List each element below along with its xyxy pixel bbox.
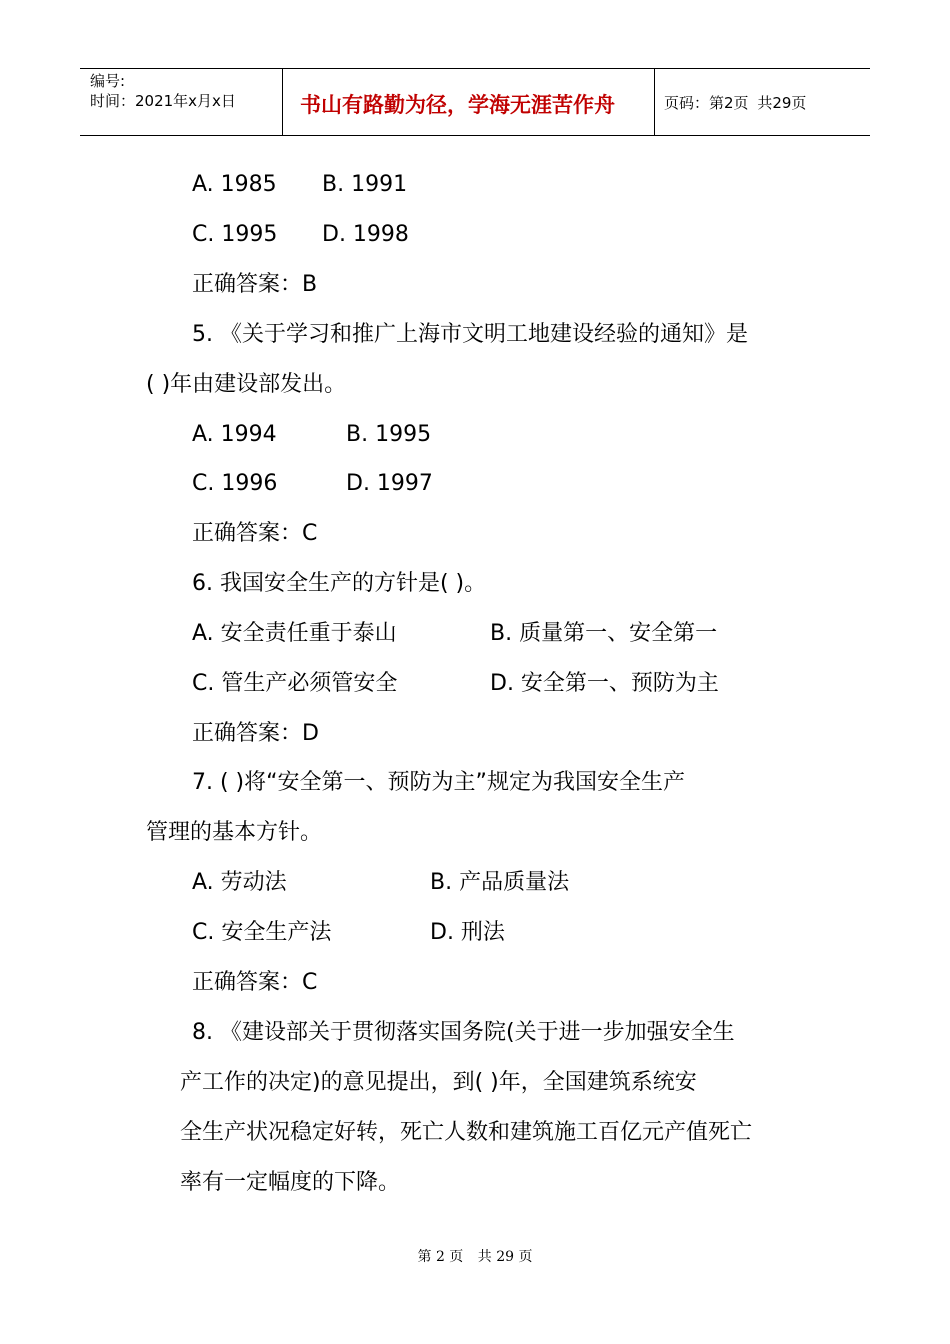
option-b: B. 质量第一、安全第一 bbox=[490, 621, 718, 646]
page-footer bbox=[0, 1246, 950, 1266]
header-meta bbox=[90, 71, 236, 111]
answer-text: 正确答案：C bbox=[192, 970, 318, 995]
option-c: C. 1995 bbox=[192, 222, 278, 247]
header-page-info bbox=[664, 92, 810, 113]
number-label: 编号: bbox=[90, 72, 126, 90]
option-c: C. 安全生产法 bbox=[192, 920, 332, 945]
option-b: B. 产品质量法 bbox=[430, 870, 570, 895]
option-a: A. 1994 bbox=[192, 422, 277, 447]
header-divider bbox=[654, 69, 655, 135]
option-c: C. 1996 bbox=[192, 471, 278, 496]
question-text: 产工作的决定)的意见提出，到( )年，全国建筑系统安 bbox=[180, 1070, 697, 1095]
header-total-label: 共29页 bbox=[757, 94, 807, 112]
option-b: B. 1991 bbox=[322, 172, 408, 197]
question-text: 管理的基本方针。 bbox=[146, 820, 323, 845]
option-d: D. 安全第一、预防为主 bbox=[490, 671, 719, 696]
header-page-label: 页码：第2页 bbox=[664, 94, 749, 112]
question-text: 5. 《关于学习和推广上海市文明工地建设经验的通知》是 bbox=[192, 322, 748, 347]
question-text: 8. 《建设部关于贯彻落实国务院(关于进一步加强安全生 bbox=[192, 1020, 735, 1045]
question-text: ( )年由建设部发出。 bbox=[146, 372, 347, 397]
option-a: A. 1985 bbox=[192, 172, 277, 197]
option-a: A. 安全责任重于泰山 bbox=[192, 621, 397, 646]
answer-text: 正确答案：C bbox=[192, 521, 318, 546]
answer-text: 正确答案：D bbox=[192, 721, 319, 746]
option-c: C. 管生产必须管安全 bbox=[192, 671, 398, 696]
question-text: 7. ( )将“安全第一、预防为主”规定为我国安全生产 bbox=[192, 770, 685, 795]
page-header bbox=[80, 68, 870, 136]
time-label: 时间：2021年x月x日 bbox=[90, 92, 236, 110]
option-b: B. 1995 bbox=[346, 422, 432, 447]
option-d: D. 刑法 bbox=[430, 920, 505, 945]
footer-page-number: 第 2 页 bbox=[417, 1249, 464, 1265]
option-a: A. 劳动法 bbox=[192, 870, 287, 895]
question-text: 全生产状况稳定好转，死亡人数和建筑施工百亿元产值死亡 bbox=[180, 1120, 753, 1145]
header-motto: 书山有路勤为径，学海无涯苦作舟 bbox=[300, 93, 615, 117]
question-text: 6. 我国安全生产的方针是( )。 bbox=[192, 571, 487, 596]
footer-total-pages: 共 29 页 bbox=[477, 1249, 533, 1265]
option-d: D. 1997 bbox=[346, 471, 433, 496]
answer-text: 正确答案：B bbox=[192, 272, 318, 297]
header-divider bbox=[282, 69, 283, 135]
question-text: 率有一定幅度的下降。 bbox=[180, 1170, 401, 1195]
option-d: D. 1998 bbox=[322, 222, 409, 247]
